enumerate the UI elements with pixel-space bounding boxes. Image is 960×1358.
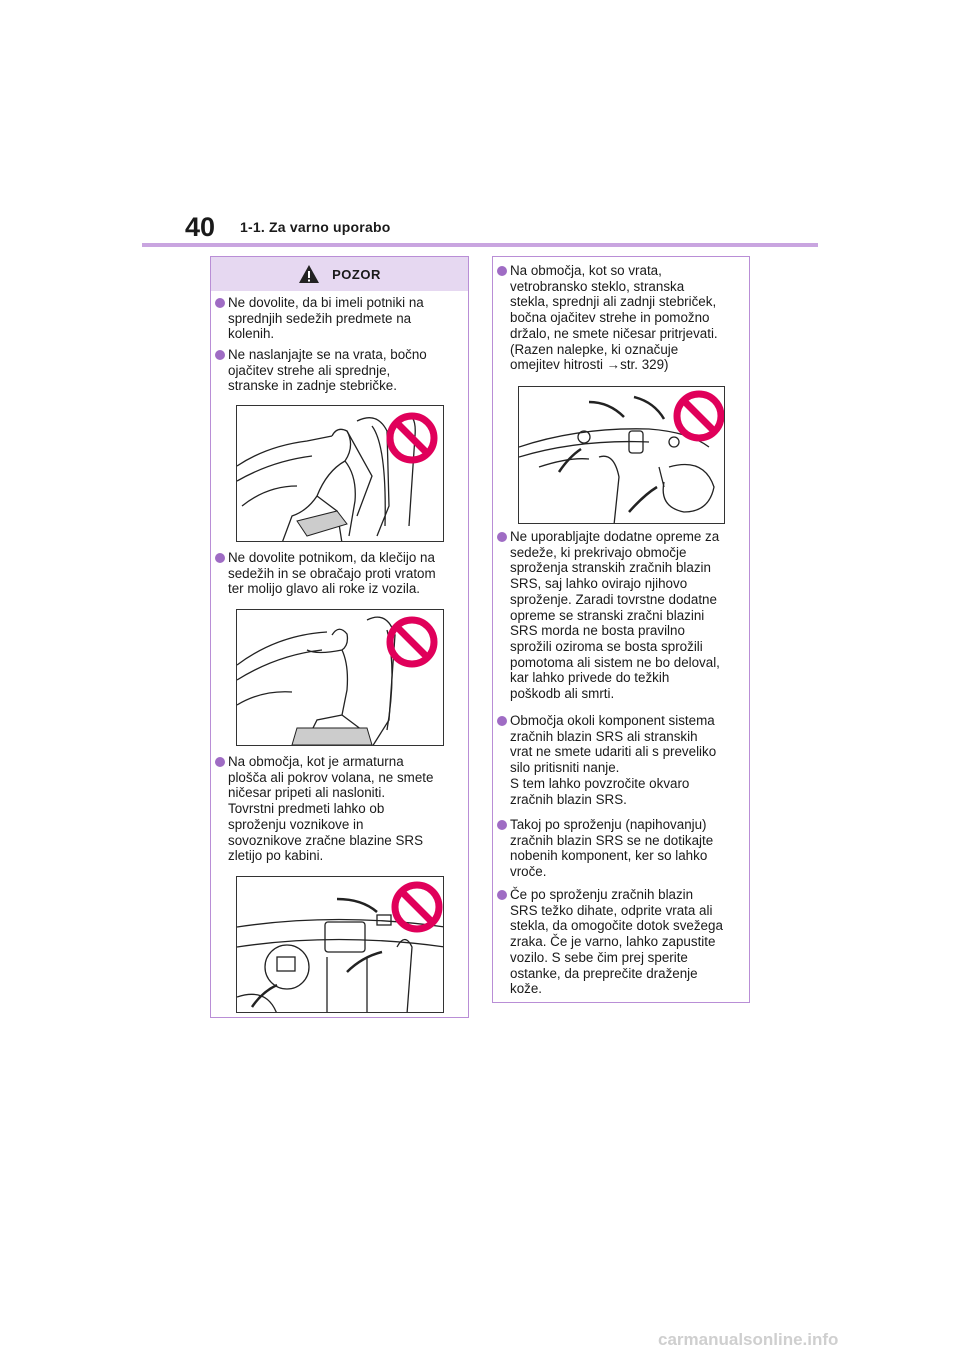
- prohibited-icon: [519, 387, 725, 524]
- bullet-icon: [497, 532, 507, 542]
- bullet-icon: [497, 890, 507, 900]
- bullet-icon: [215, 757, 225, 767]
- caution-item: Ne dovolite potnikom, da klečijo na sedežih in se obračajo proti vratom ter molijo glavo ali roke iz vozila.: [215, 550, 463, 597]
- caution-item: Ne naslanjajte se na vrata, bočno ojačitev strehe ali sprednje, stranske in zadnje stebričke.: [215, 347, 463, 394]
- header-rule: [142, 243, 818, 247]
- footer-watermark: carmanualsonline.info: [658, 1330, 839, 1349]
- roof-pillar-attachments-illustration: [518, 386, 725, 524]
- caution-item: Ne dovolite, da bi imeli potniki na sprednjih sedežih predmete na kolenih.: [215, 295, 463, 342]
- bullet-icon: [215, 350, 225, 360]
- dashboard-objects-illustration: [236, 876, 444, 1013]
- warning-triangle-icon: [298, 264, 320, 284]
- bullet-icon: [215, 298, 225, 308]
- bullet-icon: [497, 266, 507, 276]
- leaning-passenger-illustration: [236, 405, 444, 542]
- caution-item: Na območja, kot so vrata, vetrobransko steklo, stranska stekla, sprednji ali zadnji stebriček, bočna ojačitev strehe in pomožno držalo, ne smete ničesar pritrjevati. (Razen nalepke, ki označuje omejitev hitrosti →str. 329): [497, 263, 745, 373]
- kneeling-passenger-illustration: [236, 609, 444, 746]
- caution-box-left: [210, 256, 469, 1018]
- prohibited-icon: [237, 610, 444, 746]
- bullet-icon: [215, 553, 225, 563]
- caution-item: Na območja, kot je armaturna plošča ali pokrov volana, ne smete ničesar pripeti ali nasloniti. Tovrstni predmeti lahko ob sproženju voznikove in sovoznikove zračne blazine SRS zletijo po kabini.: [215, 754, 463, 864]
- caution-item: Območja okoli komponent sistema zračnih blazin SRS ali stranskih vrat ne smete udariti ali s preveliko silo pritisniti nanje. S tem lahko povzročite okvaro zračnih blazin SRS.: [497, 713, 745, 807]
- page-number: 40: [185, 212, 216, 242]
- caution-item: Če po sproženju zračnih blazin SRS težko dihate, odprite vrata ali stekla, da omogočite dotok svežega zraka. Če je varno, lahko zapustite vozilo. S sebe čim prej sperite ostanke, da preprečite draženje kože.: [497, 887, 745, 997]
- caution-box-right: [492, 256, 750, 1003]
- caution-header: [211, 257, 468, 291]
- caution-item: Takoj po sproženju (napihovanju) zračnih blazin SRS se ne dotikajte nobenih komponent, ker so lahko vroče.: [497, 817, 745, 880]
- section-title: 1-1. Za varno uporabo: [240, 219, 391, 235]
- prohibited-icon: [237, 877, 444, 1013]
- caution-item: Ne uporabljajte dodatne opreme za sedeže, ki prekrivajo območje sproženja stranskih zračnih blazin SRS, saj lahko ovirajo njihovo sproženje. Zaradi tovrstne dodatne opreme se stranski zračni blazini SRS morda ne bosta pravilno sprožili oziroma se bosta sprožili pomotoma ali sistem ne bo deloval, kar lahko privede do težkih poškodb ali smrti.: [497, 529, 745, 702]
- prohibited-icon: [237, 406, 444, 542]
- bullet-icon: [497, 716, 507, 726]
- bullet-icon: [497, 820, 507, 830]
- caution-title: POZOR: [332, 266, 381, 282]
